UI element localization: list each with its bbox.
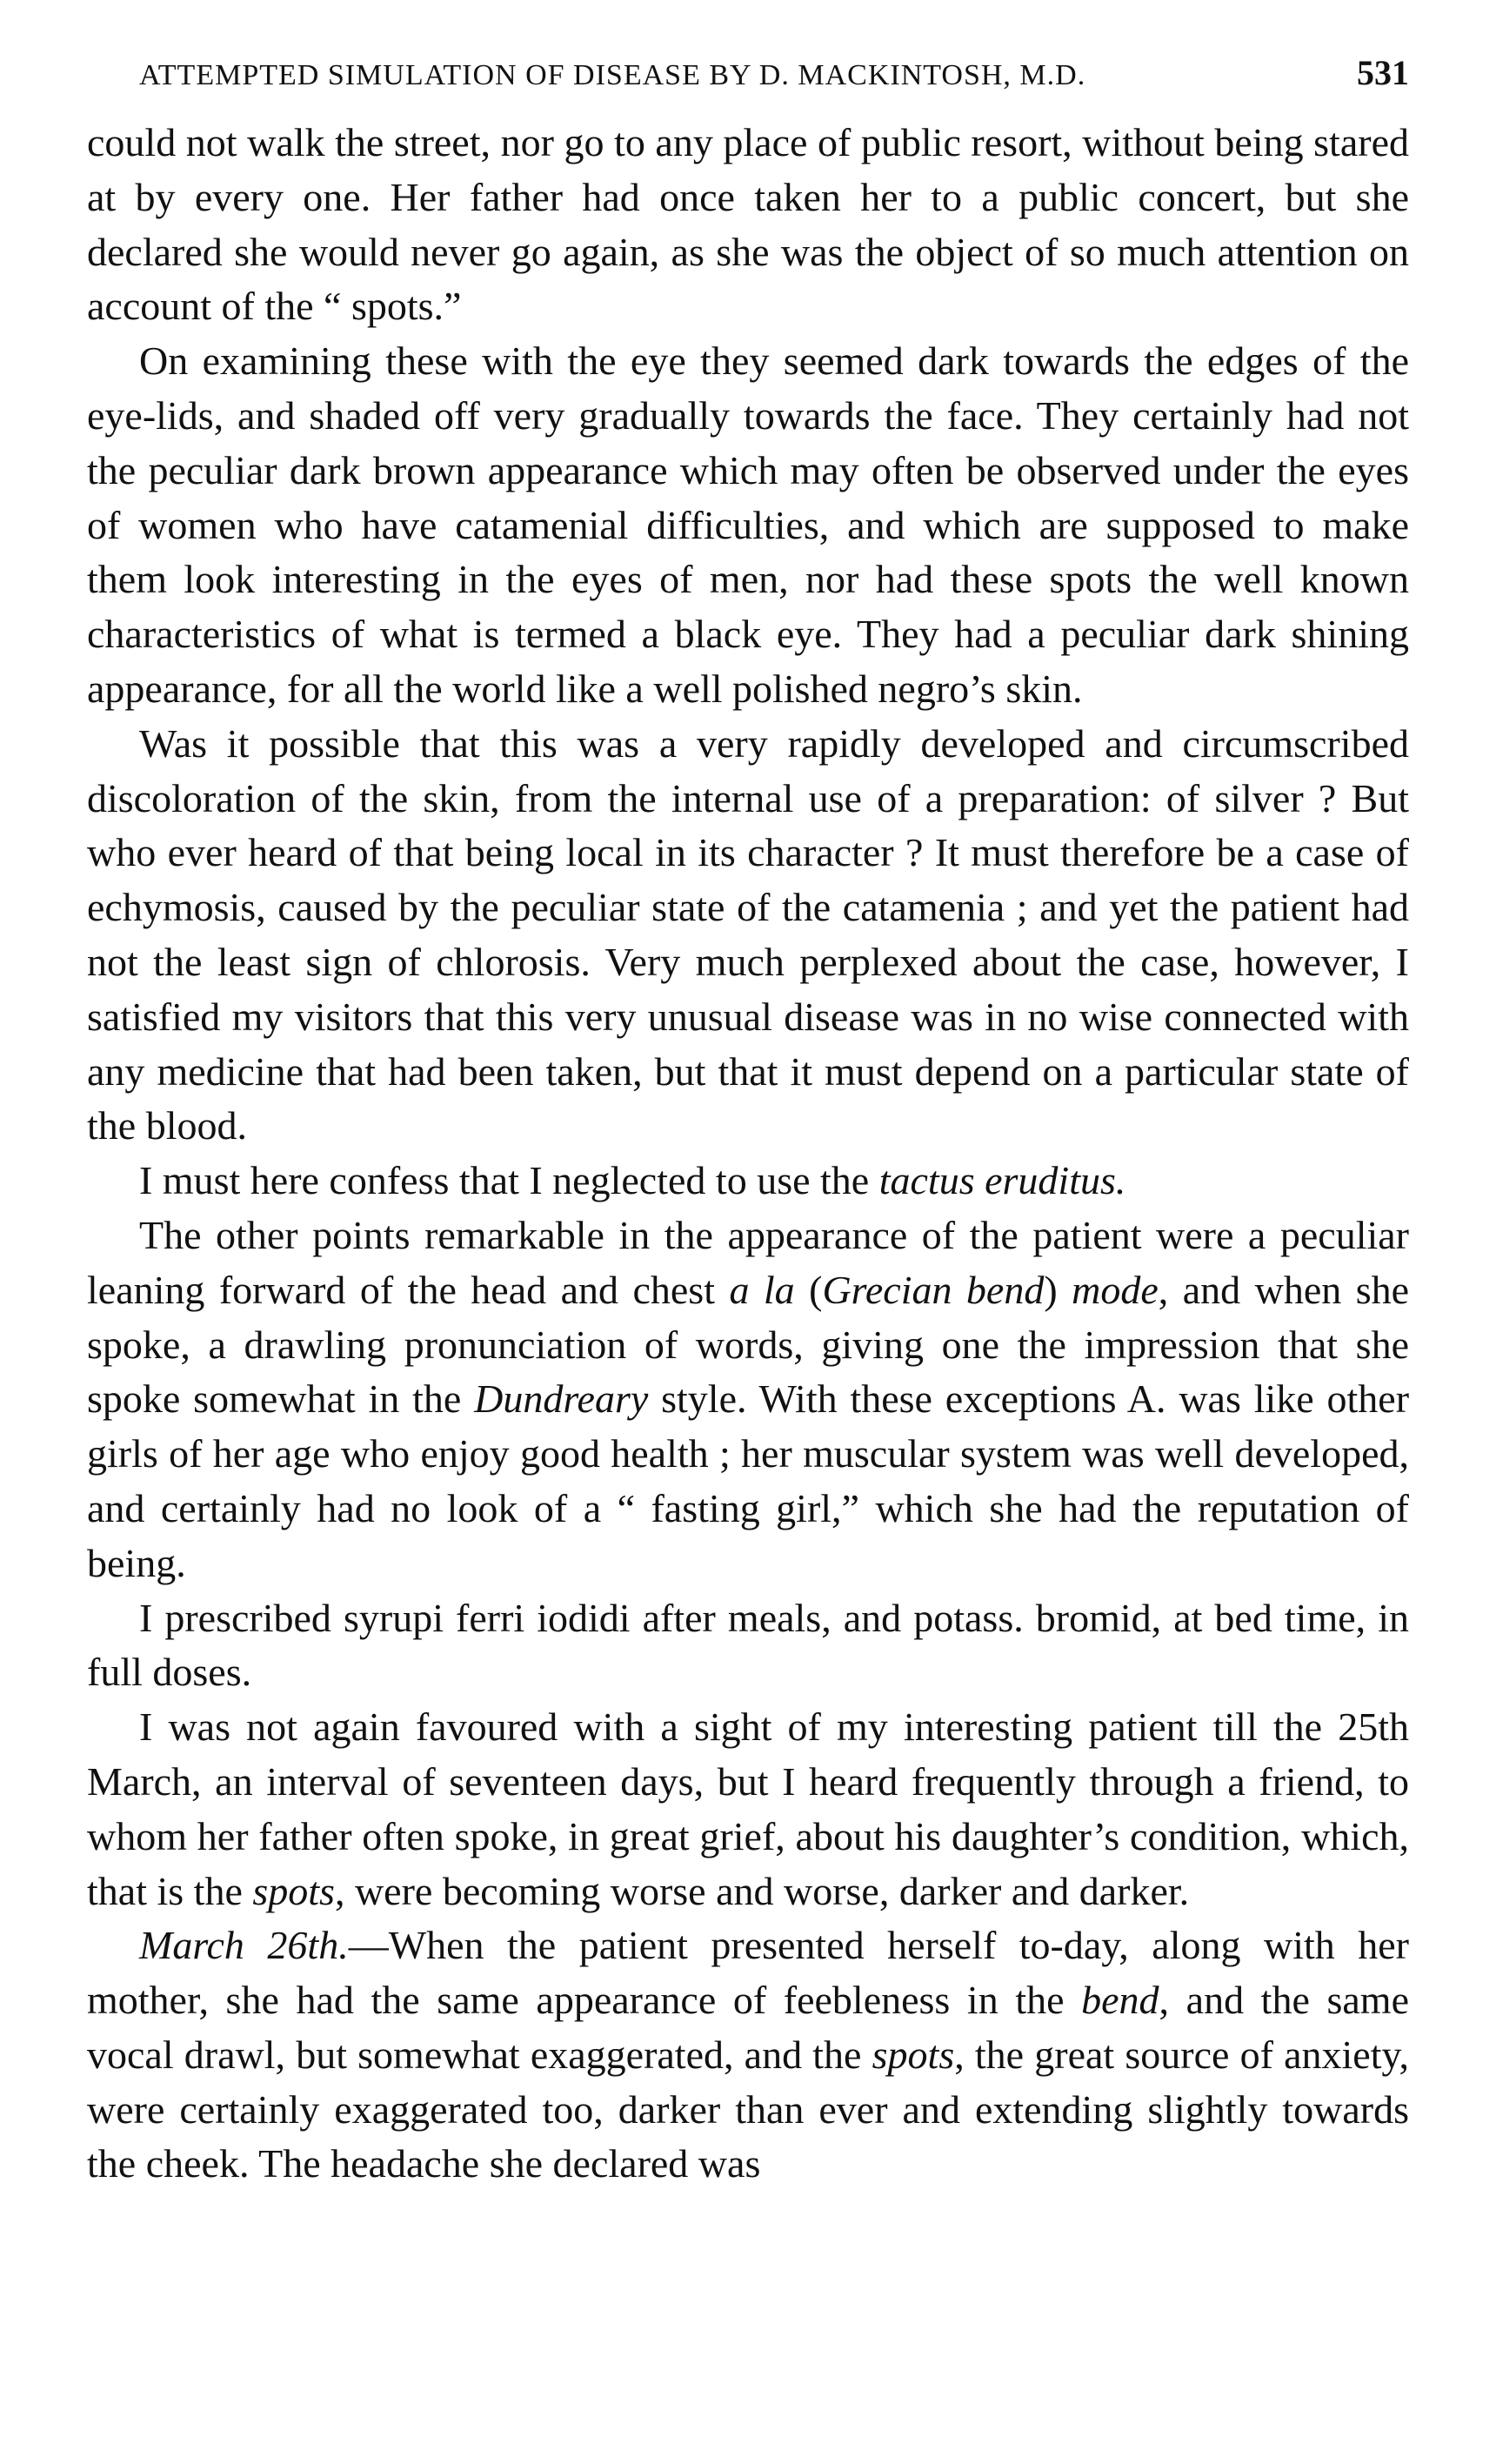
- paragraph: [87, 334, 1409, 717]
- paragraph: [87, 1918, 1409, 2192]
- italic-text: spots: [872, 2032, 955, 2077]
- paragraph: [87, 1591, 1409, 1701]
- paragraph: [87, 1209, 1409, 1591]
- italic-text: Grecian bend: [822, 1267, 1045, 1312]
- italic-text: spots: [252, 1868, 335, 1913]
- text-run: On examining these with the eye they seemed dark towards the edges of the eye-lids, and shaded off very gradually towards the face. They certainly had not the peculiar dark brown appearance which may often be observed under the eyes of women who have catamenial difficulties, and which are supposed to make them look interesting in the eyes of men, nor had these spots the well known characteristics of what is termed a black eye. They had a peculiar dark shining appearance, for all the world like a well polished negro’s skin.: [87, 338, 1409, 711]
- italic-text: bend: [1081, 1978, 1159, 2023]
- italic-text: tactus eruditus.: [878, 1158, 1126, 1203]
- text-run: Was it possible that this was a very rapidly developed and circumscribed discoloration of the skin, from the internal use of a preparation: of silver ? But who ever heard of that being local in its character ? It must therefore be a case of echymosis, caused by the peculiar state of the catamenia ; and yet the patient had not the least sign of chlorosis. Very much perplexed about the case, however, I satisfied my visitors that this very unusual disease was in no wise connected with any medicine that had been taken, but that it must depend on a particular state of the blood.: [87, 720, 1409, 1148]
- text-run: , and when she spoke, a drawling pronunciation of words, giving one the impression that she spoke somewhat in the: [87, 1267, 1410, 1422]
- book-page: [87, 52, 1409, 2192]
- body-text: [87, 116, 1409, 2192]
- text-run: , the great source of anxiety, were certainly exaggerated too, darker than ever and extending slightly towards the cheek. The headache she declared was: [87, 2032, 1409, 2186]
- text-run: I was not again favoured with a sight of my interesting patient till the 25th March, an interval of seventeen days, but I heard frequently through a friend, to whom her father often spoke, in great grief, about his daughter’s condition, which, that is the: [87, 1704, 1409, 1913]
- text-run: (: [794, 1267, 823, 1312]
- paragraph: [87, 717, 1409, 1154]
- text-run: , and the same vocal drawl, but somewhat exaggerated, and the: [87, 1978, 1409, 2077]
- text-run: style. With these exceptions A. was like other girls of her age who enjoy good health ; her muscular system was well developed, and certainly had no look of a “ fasting girl,” which she had the reputation of being.: [87, 1376, 1410, 1585]
- paragraph: [87, 116, 1409, 334]
- running-head: [87, 52, 1409, 93]
- italic-text: mode: [1072, 1267, 1159, 1312]
- italic-text: March 26th.: [139, 1923, 349, 1968]
- italic-text: Dundreary: [474, 1376, 649, 1422]
- text-run: The other points remarkable in the appearance of the patient were a peculiar leaning forward of the head and chest: [87, 1212, 1409, 1312]
- text-run: I prescribed syrupi ferri iodidi after meals, and potass. bromid, at bed time, in full doses.: [87, 1595, 1409, 1695]
- italic-text: a la: [729, 1267, 795, 1312]
- running-title: ATTEMPTED SIMULATION OF DISEASE BY D. MACKINTOSH, M.D.: [139, 59, 1086, 91]
- text-run: —When the patient presented herself to-day, along with her mother, she had the same appearance of feebleness in the: [87, 1923, 1409, 2023]
- paragraph: [87, 1154, 1409, 1209]
- text-run: I must here confess that I neglected to use the: [139, 1158, 879, 1203]
- text-run: , were becoming worse and worse, darker and darker.: [334, 1868, 1190, 1913]
- text-run: could not walk the street, nor go to any place of public resort, without being stared at by every one. Her father had once taken her to a public concert, but she declared she would never go again, as she was the object of so much attention on account of the “ spots.”: [87, 120, 1409, 329]
- paragraph: [87, 1700, 1409, 1918]
- page-number: 531: [1357, 53, 1409, 92]
- text-run: ): [1044, 1267, 1072, 1312]
